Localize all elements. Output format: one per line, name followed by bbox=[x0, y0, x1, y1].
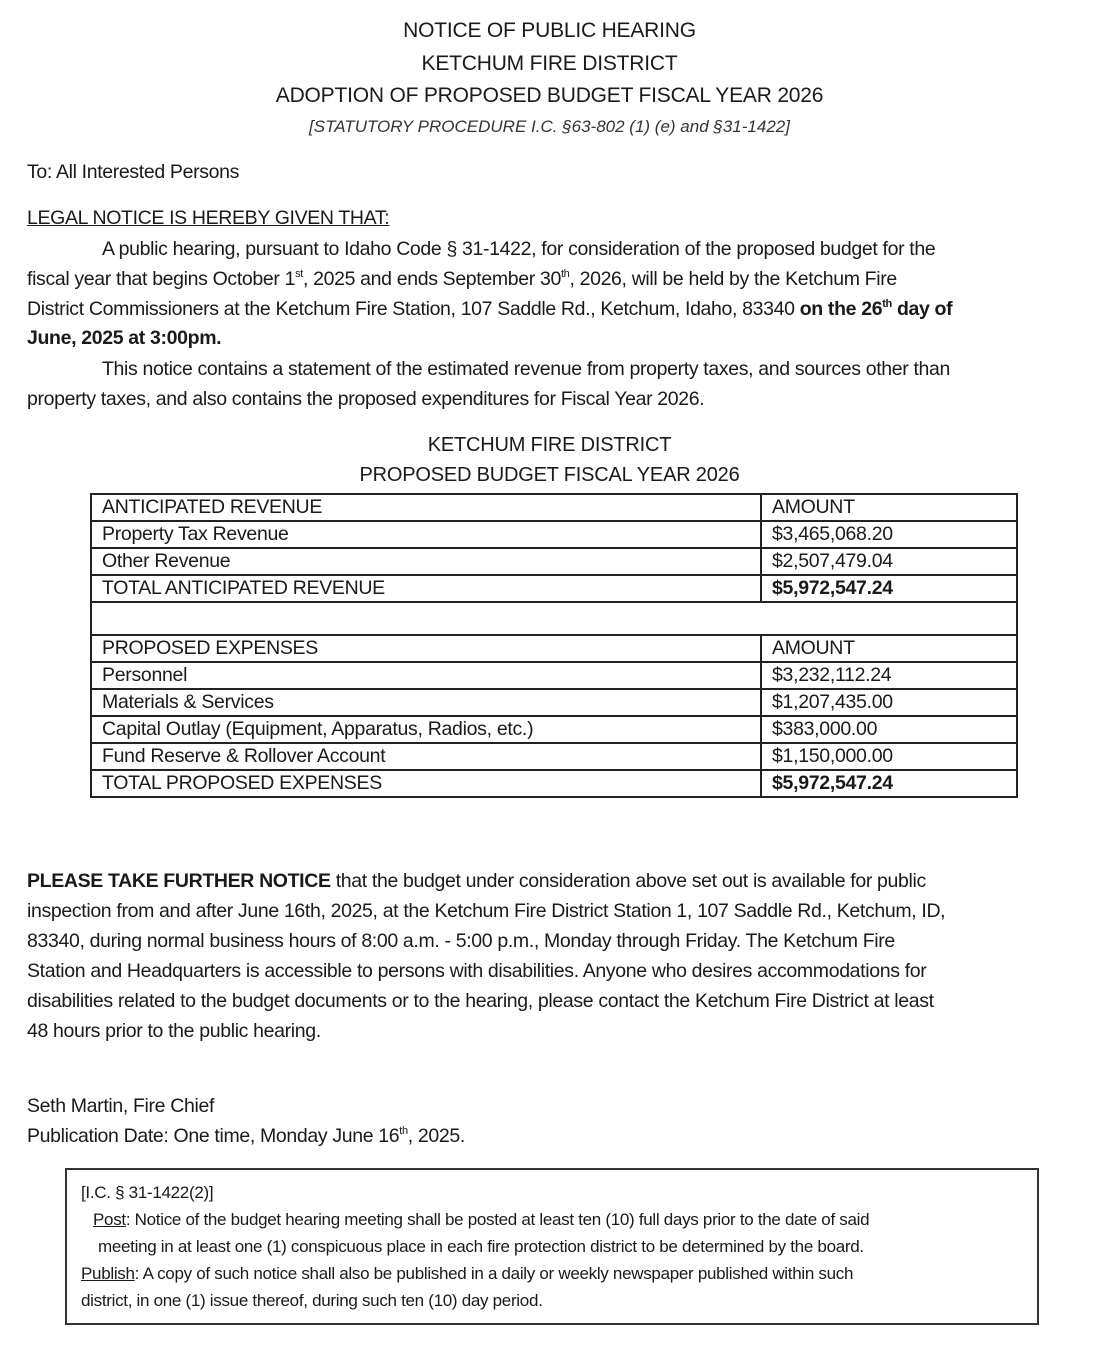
paragraph-line: Station and Headquarters is accessible to persons with disabilities. Anyone who desires accommodations for bbox=[27, 960, 927, 982]
line-item: Materials & Services bbox=[91, 689, 761, 716]
budget-subtitle: PROPOSED BUDGET FISCAL YEAR 2026 bbox=[359, 464, 740, 486]
post-requirement bbox=[93, 1210, 869, 1230]
table-header-row bbox=[91, 635, 1017, 662]
paragraph-line: 48 hours prior to the public hearing. bbox=[27, 1020, 321, 1042]
paragraph-line bbox=[27, 268, 897, 291]
table-row bbox=[91, 689, 1017, 716]
table-row bbox=[91, 743, 1017, 770]
paragraph-line: inspection from and after June 16th, 2025, at the Ketchum Fire District Station 1, 107 Saddle Rd., Ketchum, ID, bbox=[27, 900, 946, 922]
header-title: NOTICE OF PUBLIC HEARING bbox=[403, 19, 696, 42]
amount: $1,150,000.00 bbox=[761, 743, 1017, 770]
superscript: st bbox=[295, 268, 303, 280]
amount: $3,465,068.20 bbox=[761, 521, 1017, 548]
signature-name: Seth Martin, Fire Chief bbox=[27, 1095, 215, 1117]
header-adoption: ADOPTION OF PROPOSED BUDGET FISCAL YEAR 2026 bbox=[275, 84, 824, 107]
total-label: TOTAL ANTICIPATED REVENUE bbox=[91, 575, 761, 602]
paragraph-line: 83340, during normal business hours of 8:00 a.m. - 5:00 p.m., Monday through Friday. The Ketchum Fire bbox=[27, 930, 895, 952]
publication-date bbox=[27, 1125, 465, 1148]
total-row bbox=[91, 770, 1017, 797]
publish-label: Publish bbox=[81, 1264, 135, 1283]
publish-requirement bbox=[81, 1264, 853, 1284]
line-item: Property Tax Revenue bbox=[91, 521, 761, 548]
statute-box bbox=[65, 1168, 1039, 1325]
line-item: Other Revenue bbox=[91, 548, 761, 575]
post-requirement-cont: meeting in at least one (1) conspicuous place in each fire protection district to be determined by the board. bbox=[98, 1237, 864, 1256]
table-row bbox=[91, 521, 1017, 548]
total-amount: $5,972,547.24 bbox=[761, 770, 1017, 797]
column-header: PROPOSED EXPENSES bbox=[91, 635, 761, 662]
text: , 2026, will be held by the Ketchum Fire bbox=[569, 268, 897, 290]
header-district: KETCHUM FIRE DISTRICT bbox=[421, 52, 678, 75]
text: , 2025. bbox=[407, 1125, 465, 1147]
table-row bbox=[91, 662, 1017, 689]
table-row bbox=[91, 716, 1017, 743]
header-statute: [STATUTORY PROCEDURE I.C. §63-802 (1) (e) and §31-1422] bbox=[309, 117, 790, 136]
text: : Notice of the budget hearing meeting shall be posted at least ten (10) full days prior to the date of said bbox=[125, 1210, 870, 1229]
superscript: th bbox=[882, 298, 892, 310]
paragraph-line: June, 2025 at 3:00pm. bbox=[27, 327, 222, 349]
bold-text: on the 26 bbox=[799, 298, 883, 320]
column-header: AMOUNT bbox=[761, 635, 1017, 662]
post-label: Post bbox=[93, 1210, 126, 1229]
table-header-row bbox=[91, 494, 1017, 521]
text: District Commissioners at the Ketchum Fire Station, 107 Saddle Rd., Ketchum, Idaho, 83340 bbox=[27, 298, 800, 320]
paragraph-line: A public hearing, pursuant to Idaho Code § 31-1422, for consideration of the proposed budget for the bbox=[102, 238, 936, 260]
column-header: ANTICIPATED REVENUE bbox=[91, 494, 761, 521]
publish-requirement-cont: district, in one (1) issue thereof, during such ten (10) day period. bbox=[81, 1291, 543, 1310]
amount: $2,507,479.04 bbox=[761, 548, 1017, 575]
total-label: TOTAL PROPOSED EXPENSES bbox=[91, 770, 761, 797]
table-row bbox=[91, 548, 1017, 575]
amount: $383,000.00 bbox=[761, 716, 1017, 743]
bold-text: PLEASE TAKE FURTHER NOTICE bbox=[27, 870, 331, 892]
amount: $1,207,435.00 bbox=[761, 689, 1017, 716]
text: that the budget under consideration above set out is available for public bbox=[330, 870, 926, 892]
line-item: Personnel bbox=[91, 662, 761, 689]
legal-heading: LEGAL NOTICE IS HEREBY GIVEN THAT: bbox=[27, 207, 390, 229]
total-amount: $5,972,547.24 bbox=[761, 575, 1017, 602]
spacer-row bbox=[91, 602, 1017, 635]
spacer-cell bbox=[91, 602, 1017, 635]
paragraph-line bbox=[27, 870, 926, 893]
paragraph-line: property taxes, and also contains the proposed expenditures for Fiscal Year 2026. bbox=[27, 388, 705, 410]
budget-table bbox=[90, 493, 1018, 798]
line-item: Capital Outlay (Equipment, Apparatus, Radios, etc.) bbox=[91, 716, 761, 743]
salutation: To: All Interested Persons bbox=[27, 161, 240, 183]
superscript: th bbox=[560, 268, 570, 280]
line-item: Fund Reserve & Rollover Account bbox=[91, 743, 761, 770]
text: Publication Date: One time, Monday June 16 bbox=[27, 1125, 400, 1147]
paragraph-line bbox=[27, 298, 952, 321]
statute-citation: [I.C. § 31-1422(2)] bbox=[81, 1183, 214, 1202]
paragraph-line: This notice contains a statement of the estimated revenue from property taxes, and sources other than bbox=[102, 358, 951, 380]
superscript: th bbox=[399, 1125, 408, 1137]
budget-title: KETCHUM FIRE DISTRICT bbox=[427, 434, 672, 456]
text: , 2025 and ends September 30 bbox=[302, 268, 561, 290]
total-row bbox=[91, 575, 1017, 602]
column-header: AMOUNT bbox=[761, 494, 1017, 521]
paragraph-line: disabilities related to the budget documents or to the hearing, please contact the Ketchum Fire District at least bbox=[27, 990, 934, 1012]
amount: $3,232,112.24 bbox=[761, 662, 1017, 689]
text: : A copy of such notice shall also be published in a daily or weekly newspaper published within such bbox=[134, 1264, 854, 1283]
bold-text: day of bbox=[891, 298, 953, 320]
text: fiscal year that begins October 1 bbox=[27, 268, 296, 290]
